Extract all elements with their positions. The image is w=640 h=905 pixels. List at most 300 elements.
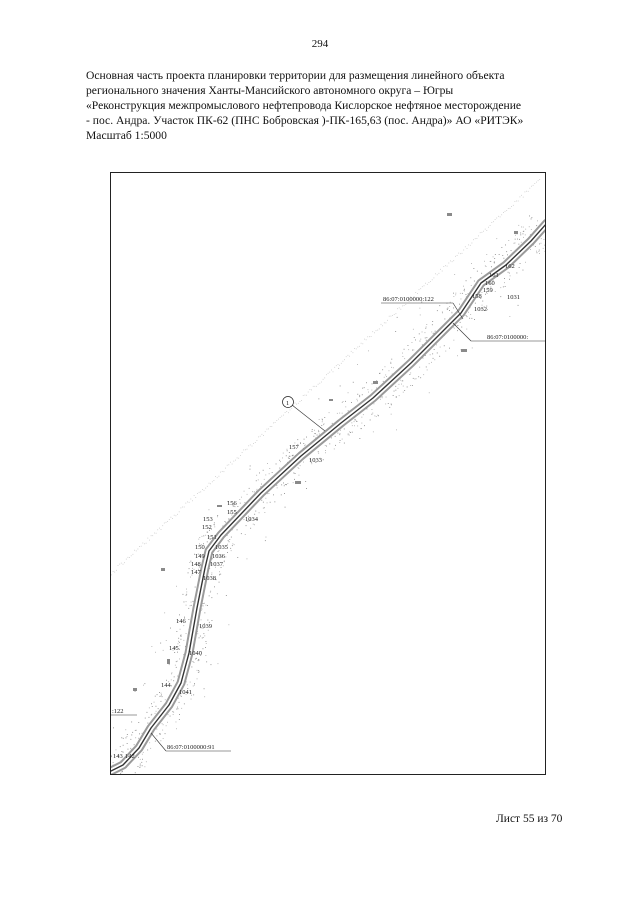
terrain-dot [331,370,332,371]
terrain-dot [484,261,485,262]
terrain-dot [193,686,194,687]
terrain-dot [254,492,255,493]
terrain-dot [197,633,198,634]
terrain-dot [276,420,277,421]
terrain-dot [503,258,504,259]
terrain-dot [163,650,164,651]
terrain-dot [437,353,438,354]
terrain-dot [285,412,286,413]
terrain-dot [160,643,161,644]
terrain-dot [274,501,275,502]
terrain-dot [409,374,410,375]
terrain-dot [232,545,233,546]
terrain-dot [380,399,381,400]
terrain-dot [460,293,461,294]
terrain-dot [419,308,420,309]
terrain-dot [306,488,307,489]
page-number: 294 [311,38,329,50]
terrain-dot [387,320,388,321]
terrain-dot [243,450,244,451]
terrain-dot [179,714,180,715]
terrain-dot [177,707,178,708]
terrain-dot [374,415,375,416]
section-marker-label: 1 [286,400,290,407]
terrain-dot [163,738,164,739]
terrain-dot [432,321,433,322]
terrain-dot [468,245,469,246]
terrain-dot [241,533,242,534]
terrain-dot [169,519,170,520]
terrain-dot [356,349,357,350]
terrain-dot [154,702,155,703]
terrain-dot [289,456,290,457]
point-label: 145 [169,645,179,652]
point-label: 1032 [474,306,487,313]
terrain-dot [289,452,290,453]
terrain-dot [382,397,383,398]
terrain-dot [113,727,114,728]
terrain-dot [176,515,177,516]
terrain-dot [371,414,372,415]
terrain-dot [377,330,378,331]
terrain-dot [414,337,415,338]
terrain-dot [179,659,180,660]
terrain-dot [190,499,191,500]
terrain-dot [174,515,175,516]
terrain-dot [289,458,290,459]
terrain-dot [385,404,386,405]
point-label: 153 [203,516,213,523]
terrain-dot [395,331,396,332]
terrain-dot [354,425,355,426]
terrain-dot [397,308,398,309]
terrain-dot [290,410,291,411]
terrain-dot [478,236,479,237]
terrain-dot [197,493,198,494]
terrain-dot [194,495,195,496]
terrain-dot [138,549,139,550]
terrain-dot [144,766,145,767]
terrain-dot [466,280,467,281]
terrain-dot [179,642,180,643]
terrain-dot [493,256,494,257]
terrain-dot [179,702,180,703]
point-label: 162 [505,263,515,270]
terrain-dot [376,330,377,331]
terrain-dot [350,432,351,433]
terrain-dot [420,341,421,342]
terrain-dot [295,473,296,474]
terrain-dot [204,696,205,697]
terrain-dot [233,461,234,462]
terrain-dot [366,382,367,383]
terrain-dot [268,429,269,430]
terrain-dot [326,374,327,375]
terrain-dot [475,303,476,304]
terrain-dot [394,314,395,315]
terrain-dot [257,489,258,490]
terrain-dot [417,293,418,294]
terrain-dot [318,384,319,385]
header-line-1: Основная часть проекта планировки территории для размещения линейного объекта [86,69,505,82]
terrain-dot [230,548,231,549]
terrain-dot [324,378,325,379]
terrain-dot [386,397,387,398]
terrain-dot [361,343,362,344]
terrain-dot [287,483,288,484]
terrain-dot [160,733,161,734]
terrain-dot [450,302,451,303]
terrain-dot [138,757,139,758]
terrain-dot [250,466,251,467]
terrain-dot [155,696,156,697]
terrain-dot [442,312,443,313]
terrain-dot [437,274,438,275]
terrain-dot [466,315,467,316]
terrain-dot [495,291,496,292]
terrain-dot [413,329,414,330]
sheet-number: Лист 55 из 70 [496,813,563,825]
terrain-dot [364,339,365,340]
terrain-dot [338,368,339,369]
terrain-dot [435,273,436,274]
terrain-dot [111,756,112,757]
terrain-dot [308,392,309,393]
terrain-dot [541,243,542,244]
terrain-dot [249,488,250,489]
terrain-dot [439,356,440,357]
terrain-dot [371,390,372,391]
terrain-dot [322,419,323,420]
terrain-dot [348,355,349,356]
point-label: 1036 [212,553,225,560]
terrain-dot [176,586,177,587]
terrain-dot [472,348,473,349]
terrain-dot [200,636,201,637]
terrain-dot [285,507,286,508]
terrain-dot [392,315,393,316]
terrain-dot [490,225,491,226]
terrain-dot [131,735,132,736]
terrain-dot [288,412,289,413]
terrain-dot [191,605,192,606]
terrain-dot [509,273,510,274]
terrain-dot [429,363,430,364]
terrain-dot [181,696,182,697]
terrain-dot [203,648,204,649]
terrain-dot [224,471,225,472]
terrain-dot [283,453,284,454]
terrain-dot [382,396,383,397]
terrain-dot [391,414,392,415]
terrain-dot [403,386,404,387]
terrain-dot [161,701,162,702]
terrain-dot [265,431,266,432]
terrain-dot [122,771,123,772]
terrain-dot [400,380,401,381]
terrain-dot [393,395,394,396]
terrain-dot [461,327,462,328]
terrain-dot [356,421,357,422]
terrain-dot [176,667,177,668]
terrain-dot [425,328,426,329]
terrain-dot [300,442,301,443]
terrain-dot [297,439,298,440]
terrain-dot [219,582,220,583]
terrain-dot [176,709,177,710]
terrain-dot [157,694,158,695]
terrain-dot [259,473,260,474]
terrain-dot [177,661,178,662]
terrain-dot [329,412,330,413]
terrain-dot [182,507,183,508]
terrain-dot [166,522,167,523]
point-label: 142 [125,753,135,760]
terrain-dot [390,363,391,364]
terrain-dot [267,463,268,464]
terrain-dot [126,737,127,738]
terrain-dot [191,602,192,603]
terrain-dot [169,664,170,665]
terrain-dot [229,519,230,520]
terrain-dot [357,364,358,365]
terrain-dot [119,564,120,565]
terrain-dot [266,537,267,538]
terrain-dot [372,409,373,410]
terrain-dot [494,262,495,263]
terrain-dot [143,752,144,753]
terrain-dot [151,715,152,716]
terrain-dot [131,722,132,723]
terrain-dot [496,218,497,219]
terrain-dot [116,570,117,571]
terrain-dot [357,347,358,348]
terrain-dot [357,394,358,395]
terrain-dot [380,373,381,374]
terrain-dot [197,678,198,679]
terrain-dot [384,377,385,378]
terrain-dot [523,197,524,198]
terrain-dot [378,415,379,416]
terrain-dot [372,383,373,384]
terrain-dot [284,493,285,494]
terrain-dot [442,312,443,313]
terrain-dot [204,490,205,491]
terrain-dot [197,670,198,671]
terrain-dot [276,485,277,486]
terrain-dot [519,267,520,268]
terrain-dot [261,500,262,501]
terrain-dot [305,481,306,482]
terrain-dot [157,529,158,530]
terrain-dot [294,479,295,480]
terrain-dot [267,502,268,503]
terrain-dot [362,394,363,395]
terrain-dot [495,254,496,255]
terrain-dot [495,219,496,220]
terrain-dot [303,462,304,463]
terrain-dot [511,206,512,207]
terrain-dot [370,420,371,421]
terrain-dot [520,263,521,264]
terrain-dot [135,730,136,731]
terrain-dot [280,417,281,418]
terrain-dot [146,761,147,762]
terrain-dot [388,403,389,404]
terrain-dot [165,733,166,734]
terrain-dot [525,192,526,193]
terrain-dot [162,723,163,724]
terrain-dot [402,353,403,354]
terrain-dot [354,421,355,422]
point-label: 1040 [189,650,202,657]
terrain-dot [331,437,332,438]
terrain-dot [539,179,540,180]
terrain-dot [494,258,495,259]
terrain-dot [229,539,230,540]
terrain-dot [395,386,396,387]
terrain-dot [156,533,157,534]
terrain-dot [359,346,360,347]
terrain-dot [518,201,519,202]
terrain-dot [142,543,143,544]
terrain-dot [176,661,177,662]
terrain-dot [224,561,225,562]
terrain-dot [373,431,374,432]
terrain-dot [180,635,181,636]
terrain-dot [228,540,229,541]
terrain-dot [539,244,540,245]
terrain-dot [383,381,384,382]
terrain-dot [163,724,164,725]
terrain-dot [482,232,483,233]
terrain-dot [420,339,421,340]
terrain-dot [171,679,172,680]
terrain-dot [531,229,532,230]
terrain-dot [240,503,241,504]
terrain-dot [188,608,189,609]
terrain-dot [412,385,413,386]
terrain-dot [142,733,143,734]
terrain-dot [420,315,421,316]
terrain-dot [342,413,343,414]
terrain-dot [143,685,144,686]
header-line-4: - пос. Андра. Участок ПК-62 (ПНС Бобровская )-ПК-165,63 (пос. Андра)» АО «РИТЭК» [86,114,524,127]
terrain-dot [202,609,203,610]
terrain-dot [515,201,516,202]
terrain-dot [234,544,235,545]
terrain-dot [361,428,362,429]
terrain-dot [444,319,445,320]
terrain-dot [202,638,203,639]
terrain-dot [126,559,127,560]
terrain-dot [121,563,122,564]
point-label: 144 [161,682,171,689]
terrain-dot [469,318,470,319]
terrain-dot [466,294,467,295]
terrain-dot [212,620,213,621]
point-label: 1033 [309,457,322,464]
terrain-dot [432,353,433,354]
terrain-dot [539,250,540,251]
point-label: 1038 [203,575,216,582]
terrain-dot [491,266,492,267]
terrain-dot [505,286,506,287]
terrain-dot [351,422,352,423]
terrain-dot [529,188,530,189]
terrain-dot [151,646,152,647]
point-label: 148 [191,561,201,568]
terrain-dot [241,497,242,498]
terrain-dot [427,370,428,371]
terrain-dot [516,201,517,202]
terrain-dot [144,683,145,684]
terrain-dot [214,526,215,527]
terrain-dot [353,352,354,353]
terrain-dot [304,445,305,446]
terrain-dot [434,278,435,279]
terrain-dot [485,265,486,266]
terrain-dot [324,417,325,418]
terrain-dot [201,619,202,620]
terrain-dot [452,261,453,262]
terrain-dot [271,426,272,427]
terrain-dot [206,605,207,606]
terrain-dot [372,331,373,332]
terrain-dot [123,738,124,739]
terrain-dot [155,741,156,742]
terrain-dot [338,364,339,365]
terrain-dot [256,475,257,476]
terrain-dot [520,197,521,198]
terrain-dot [151,535,152,536]
terrain-dot [244,491,245,492]
terrain-dot [460,322,461,323]
terrain-dot [364,387,365,388]
terrain-dot [368,392,369,393]
terrain-dot [188,619,189,620]
terrain-dot [334,449,335,450]
terrain-dot [430,354,431,355]
terrain-dot [519,239,520,240]
terrain-dot [263,470,264,471]
terrain-dot [285,484,286,485]
terrain-dot [123,564,124,565]
terrain-dot [231,537,232,538]
terrain-dot [477,238,478,239]
terrain-dot [254,514,255,515]
terrain-dot [488,227,489,228]
terrain-dot [287,449,288,450]
terrain-dot [280,461,281,462]
terrain-dot [113,571,114,572]
terrain-dot [159,692,160,693]
terrain-dot [317,435,318,436]
terrain-dot [336,365,337,366]
terrain-dot [198,659,199,660]
terrain-dot [229,541,230,542]
terrain-dot [385,375,386,376]
terrain-dot [172,672,173,673]
terrain-dot [141,762,142,763]
terrain-dot [205,655,206,656]
terrain-dot [298,468,299,469]
terrain-dot [426,337,427,338]
terrain-dot [403,392,404,393]
terrain-dot [156,711,157,712]
terrain-dot [202,536,203,537]
terrain-dot [222,471,223,472]
